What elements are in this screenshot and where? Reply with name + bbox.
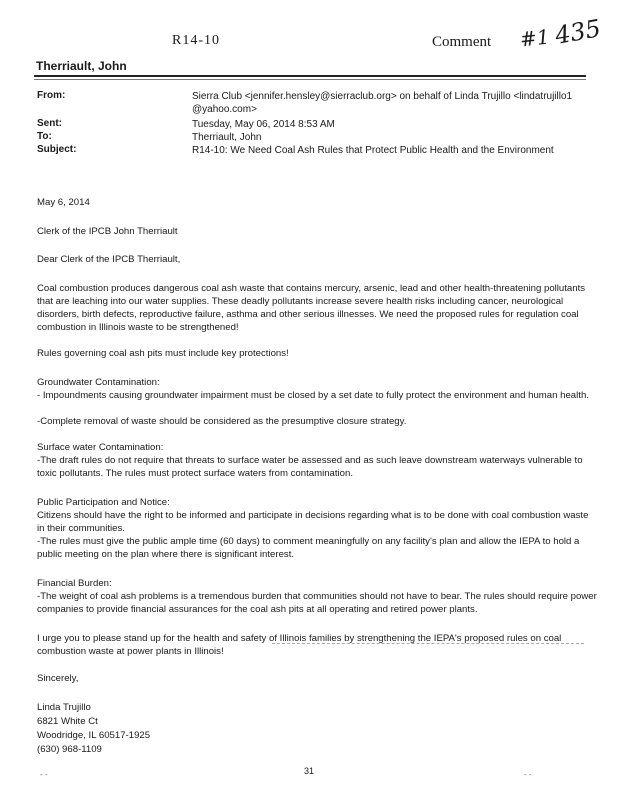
signature-phone: (630) 968-1109 <box>37 744 102 755</box>
letter-recipient: Clerk of the IPCB John Therriault <box>37 226 178 237</box>
intro-paragraph: Coal combustion produces dangerous coal ash waste that contains mercury, arsenic, lead and other health-threatening pollutants that are leaching into our water supplies. These deadly pollutants increase severe health risks including cancer, neurological disorders, birth defects, reproductive failure, asthma and other serious illnesses. We need the proposed rules for regulation coal combustion in Illinois waste to be strengthened! <box>37 283 586 333</box>
groundwater-point-1: - Impoundments causing groundwater impairment must be closed by a set date to fully protect the environment and human health. <box>37 390 589 401</box>
financial-heading: Financial Burden: <box>37 578 112 589</box>
sign-off: Sincerely, <box>37 673 79 684</box>
signature-name: Linda Trujillo <box>37 702 91 713</box>
subject-value: R14-10: We Need Coal Ash Rules that Protect Public Health and the Environment <box>192 145 554 156</box>
from-label: From: <box>37 90 66 101</box>
letter-date: May 6, 2014 <box>37 197 90 208</box>
header-rule-thin <box>34 79 586 80</box>
handwritten-page-number: 435 <box>552 14 603 50</box>
public-point-2: -The rules must give the public ample time (60 days) to comment meaningfully on any facility's plan and allow the IEPA to hold a public meeting on the plan where there is significant interest. <box>37 536 580 560</box>
from-value: Sierra Club <jennifer.hensley@sierraclub.org> on behalf of Linda Trujillo <lindatrujillo1 @yahoo.com> <box>192 91 573 115</box>
groundwater-point-2: -Complete removal of waste should be considered as the presumptive closure strategy. <box>37 416 407 427</box>
header-rule <box>34 75 586 77</box>
to-value: Therriault, John <box>192 132 262 143</box>
sender-name: Therriault, John <box>36 59 127 73</box>
surface-heading: Surface water Contamination: <box>37 442 164 453</box>
surface-point-1: -The draft rules do not require that threats to surface water be assessed and as such leave downstream waterways vulnerable to toxic pollutants. The rules must protect surface waters from contamination. <box>37 455 583 479</box>
subject-label: Subject: <box>37 144 77 155</box>
financial-point-1: -The weight of coal ash problems is a tremendous burden that communities should not have to bear. The rules should require power companies to provide financial assurances for the coal ash pits at all operating and retired power plants. <box>37 591 597 615</box>
docket-number: R14-10 <box>172 33 220 48</box>
scan-dashes <box>272 643 584 644</box>
comment-label: Comment <box>432 34 492 50</box>
signature-city: Woodridge, IL 60517-1925 <box>37 730 151 741</box>
closing-paragraph: I urge you to please stand up for the health and safety of Illinois families by strengthening the IEPA's proposed rules on coal combustion waste at power plants in Illinois! <box>37 633 562 657</box>
letter-salutation: Dear Clerk of the IPCB Therriault, <box>37 254 181 265</box>
page-number: 31 <box>304 766 315 776</box>
groundwater-heading: Groundwater Contamination: <box>37 377 160 388</box>
handwritten-comment-number: #1 <box>518 24 551 52</box>
sent-label: Sent: <box>37 118 62 129</box>
public-point-1: Citizens should have the right to be informed and participate in decisions regarding what is to be done with coal combustion waste in their communities. <box>37 510 589 534</box>
public-heading: Public Participation and Notice: <box>37 497 170 508</box>
sent-value: Tuesday, May 06, 2014 8:53 AM <box>192 119 335 130</box>
rules-line: Rules governing coal ash pits must include key protections! <box>37 348 289 359</box>
to-label: To: <box>37 131 52 142</box>
signature-street: 6821 White Ct <box>37 716 98 727</box>
footer-right-mark: - - <box>524 770 532 779</box>
footer-left-mark: - - <box>40 770 48 779</box>
